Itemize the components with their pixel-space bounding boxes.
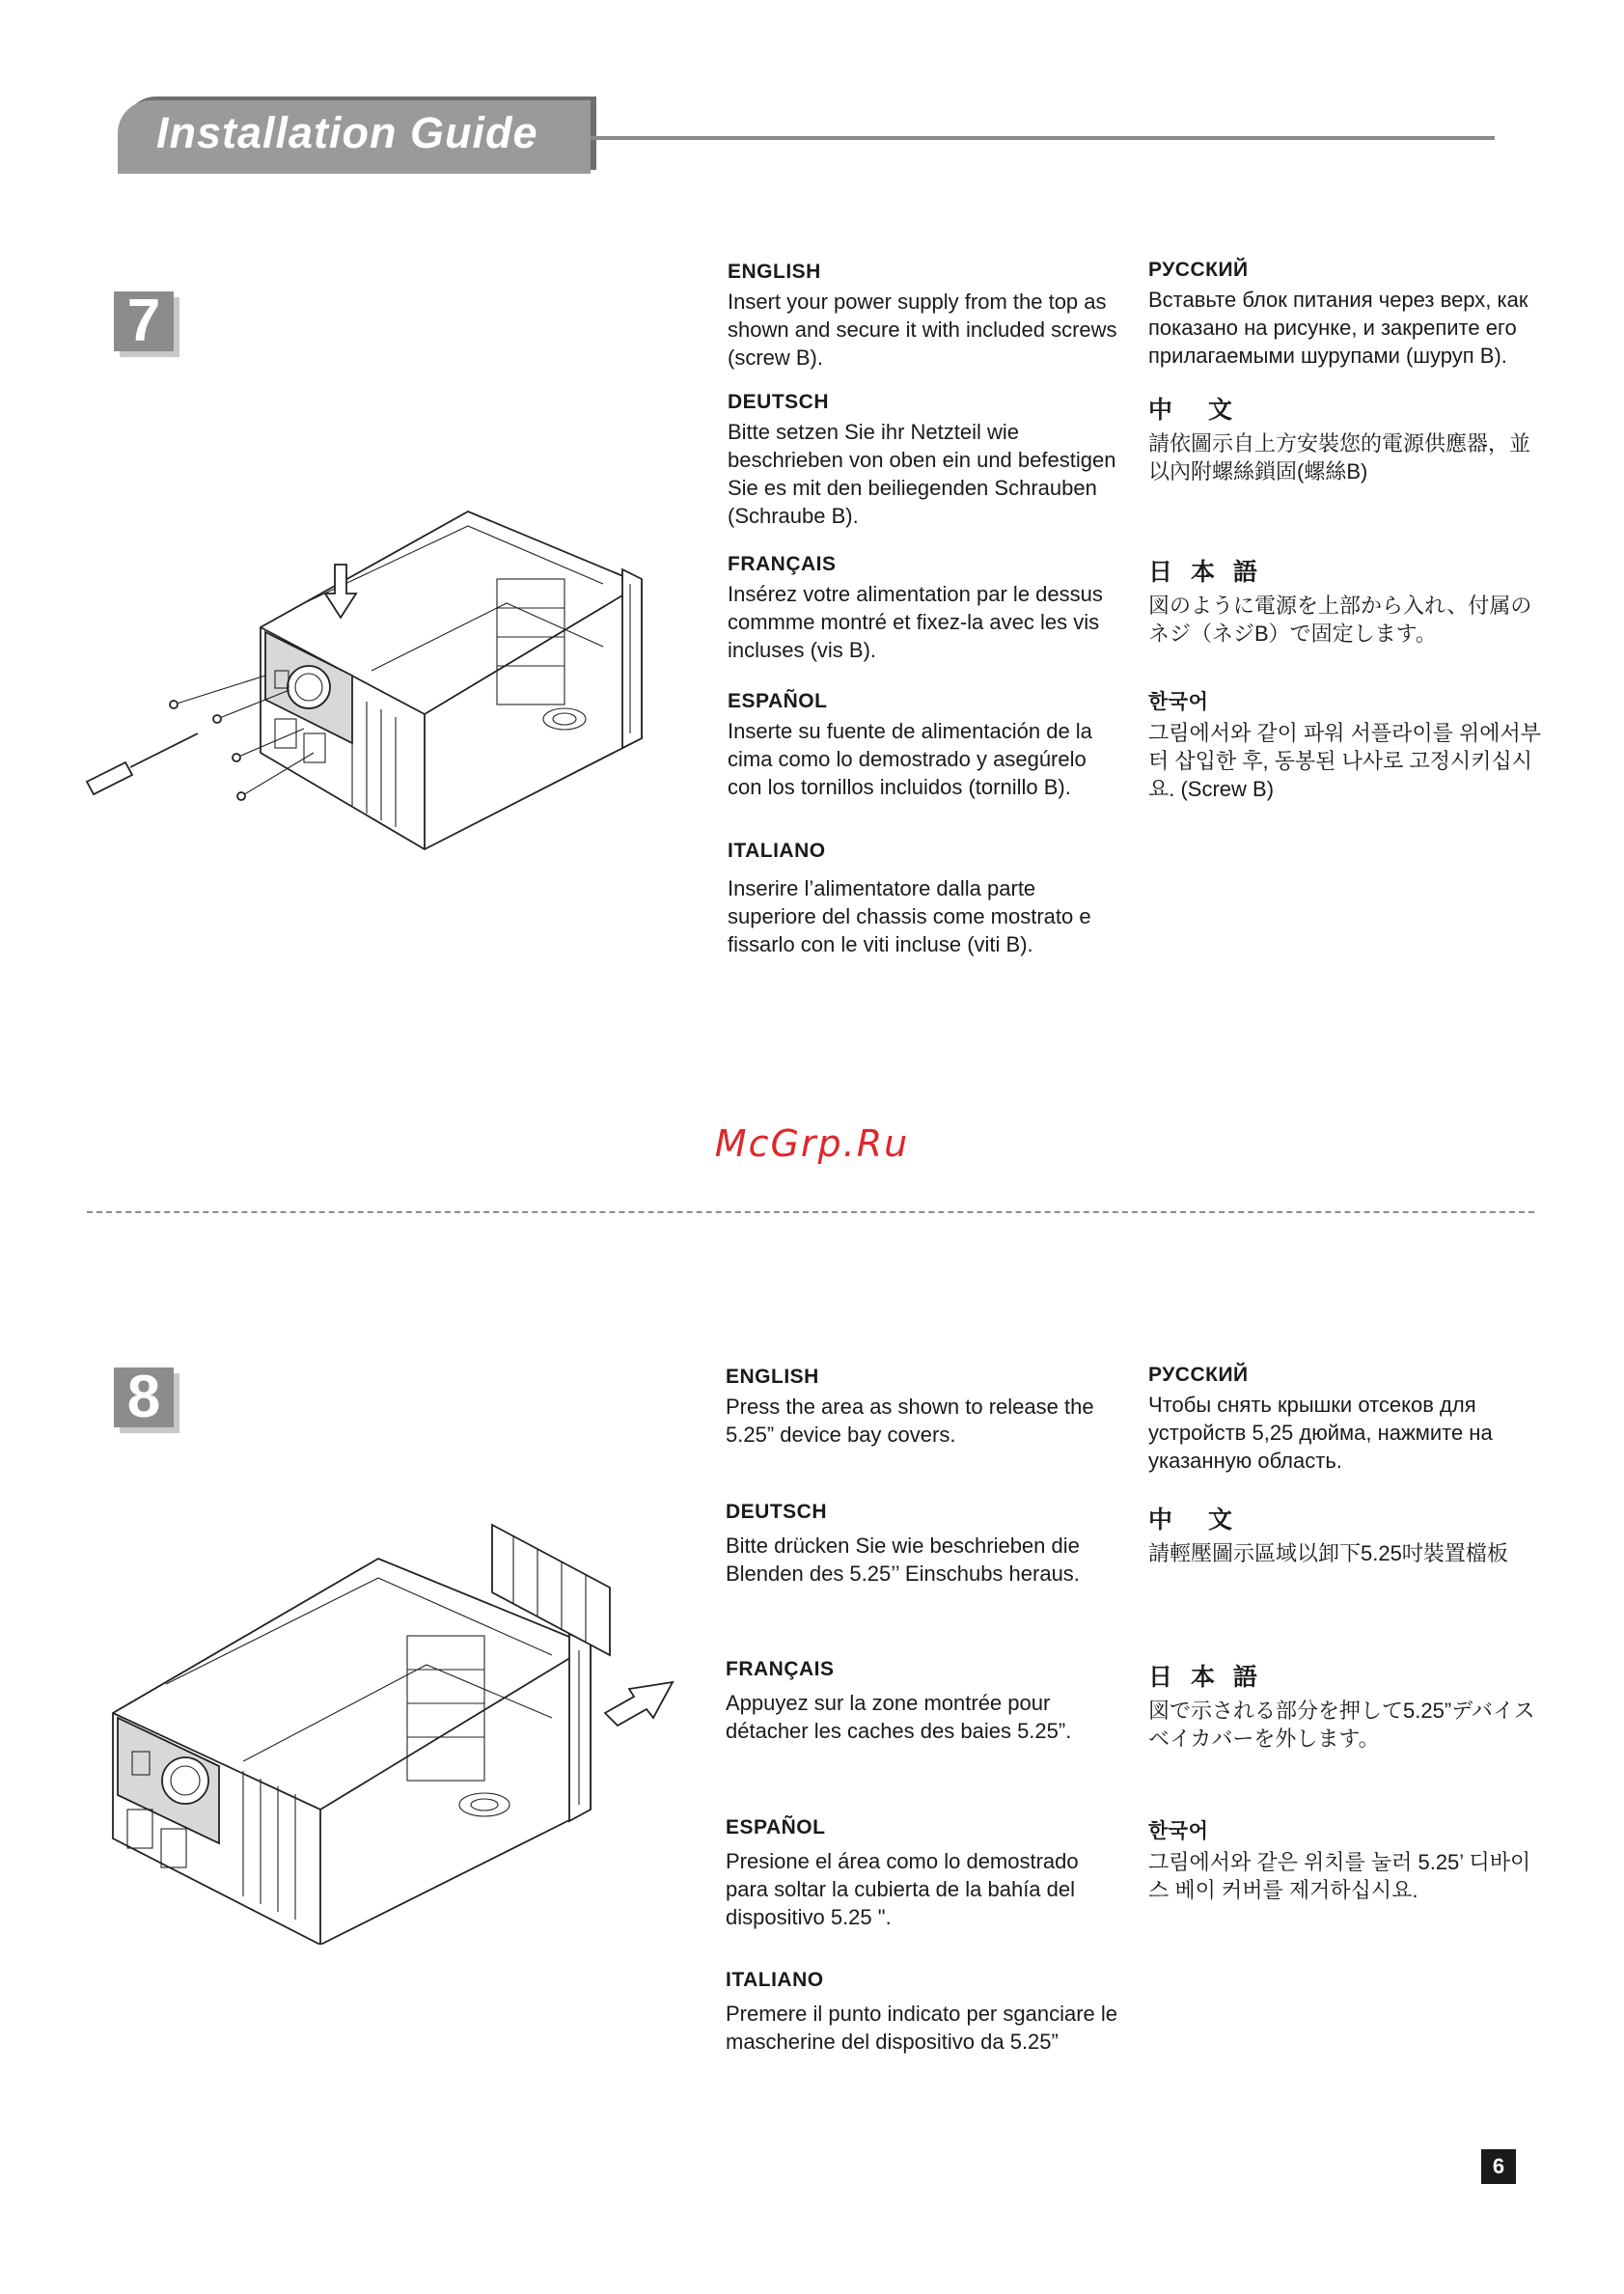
section-divider [87, 1211, 1534, 1213]
lang-label: РУССКИЙ [1148, 1364, 1249, 1386]
lang-label: РУССКИЙ [1148, 259, 1249, 281]
step-7-russian [1148, 259, 1544, 370]
step-8-russian [1148, 1364, 1544, 1475]
lang-label: 한국어 [1148, 1820, 1209, 1842]
lang-label: 日 本 語 [1148, 1664, 1263, 1691]
step-8-italiano [726, 1969, 1121, 2056]
lang-label: DEUTSCH [728, 391, 830, 413]
step-7-korean [1148, 686, 1544, 803]
instruction-text: Presione el área como lo demostrado para soltar la cubierta de la bahía del dispositivo 5.25 ". [726, 1849, 1079, 1929]
lang-label: 中 文 [1148, 1506, 1239, 1534]
step-7-deutsch [728, 391, 1123, 530]
lang-label: ENGLISH [728, 261, 821, 283]
watermark: McGrp.Ru [714, 1122, 910, 1165]
instruction-text: Insert your power supply from the top as shown and secure it with included screws (screw B). [728, 290, 1117, 370]
step-8-korean [1148, 1815, 1544, 1904]
instruction-text: Вставьте блок питания через верх, как показано на рисунке, и закрепите его прилагаемыми шурупами (шуруп B). [1148, 288, 1528, 368]
step-number-7: 7 [114, 291, 174, 351]
lang-label: 中 文 [1148, 397, 1239, 424]
step-8-japanese [1148, 1658, 1544, 1753]
instruction-text: Premere il punto indicato per sganciare le mascherine del dispositivo da 5.25” [726, 2002, 1118, 2054]
lang-label: FRANÇAIS [728, 553, 837, 575]
instruction-text: 請依圖示自上方安裝您的電源供應器，並以內附螺絲鎖固(螺絲B) [1148, 431, 1531, 484]
step-7-francais [728, 553, 1123, 664]
step-8-espanol [726, 1816, 1121, 1931]
step-8-chinese [1148, 1501, 1544, 1567]
step-7-chinese [1148, 391, 1544, 485]
lang-label: DEUTSCH [726, 1501, 828, 1523]
instruction-text: Чтобы снять крышки отсеков для устройств 5,25 дюйма, нажмите на указанную область. [1148, 1393, 1493, 1473]
instruction-text: Press the area as shown to release the 5.25” device bay covers. [726, 1395, 1094, 1447]
lang-label: 日 本 語 [1148, 559, 1263, 586]
lang-label: ESPAÑOL [726, 1816, 826, 1838]
pc-case-power-supply-insertion-diagram [82, 487, 651, 854]
instruction-text: 그림에서와 같은 위치를 눌러 5.25’ 디바이스 베이 커버를 제거하십시요. [1148, 1850, 1531, 1902]
instruction-text: Bitte drücken Sie wie beschrieben die Blenden des 5.25’’ Einschubs heraus. [726, 1534, 1080, 1586]
step-7-italiano [728, 840, 1123, 958]
step-7-espanol [728, 690, 1123, 801]
pc-case-bay-cover-release-diagram [108, 1520, 687, 1945]
lang-label: FRANÇAIS [726, 1658, 835, 1680]
page-number: 6 [1481, 2149, 1516, 2184]
instruction-text: Insérez votre alimentation par le dessus commme montré et fixez-la avec les vis incluses (vis B). [728, 582, 1103, 662]
lang-label: ESPAÑOL [728, 690, 828, 712]
instruction-text: Inserte su fuente de alimentación de la cima como lo demostrado y asegúrelo con los tornillos incluidos (tornillo B). [728, 719, 1092, 799]
instruction-text: 그림에서와 같이 파워 서플라이를 위에서부터 삽입한 후, 동봉된 나사로 고정시키십시요. (Screw B) [1148, 721, 1541, 801]
lang-label: 한국어 [1148, 691, 1209, 713]
lang-label: ENGLISH [726, 1366, 819, 1388]
step-8-francais [726, 1658, 1121, 1745]
instruction-text: Appuyez sur la zone montrée pour détacher les caches des baies 5.25”. [726, 1691, 1072, 1743]
instruction-text: 請輕壓圖示區域以卸下5.25吋裝置檔板 [1148, 1541, 1508, 1565]
step-7-japanese [1148, 553, 1544, 648]
step-number-8: 8 [114, 1368, 174, 1427]
instruction-text: 図で示される部分を押して5.25”デバイスベイカバーを外します。 [1148, 1699, 1535, 1751]
instruction-text: Bitte setzen Sie ihr Netzteil wie beschrieben von oben ein und befestigen Sie es mit den beiliegenden Schrauben (Schraube B). [728, 420, 1116, 528]
lang-label: ITALIANO [728, 840, 826, 862]
lang-label: ITALIANO [726, 1969, 824, 1991]
step-7-english [728, 261, 1123, 372]
header-rule [591, 136, 1495, 140]
step-8-deutsch [726, 1501, 1121, 1588]
page-title: Installation Guide [156, 108, 538, 157]
instruction-text: 図のように電源を上部から入れ、付属のネジ（ネジB）で固定します。 [1148, 594, 1532, 646]
step-8-english [726, 1366, 1121, 1449]
instruction-text: Inserire l’alimentatore dalla parte superiore del chassis come mostrato e fissarlo con le viti incluse (viti B). [728, 876, 1091, 956]
